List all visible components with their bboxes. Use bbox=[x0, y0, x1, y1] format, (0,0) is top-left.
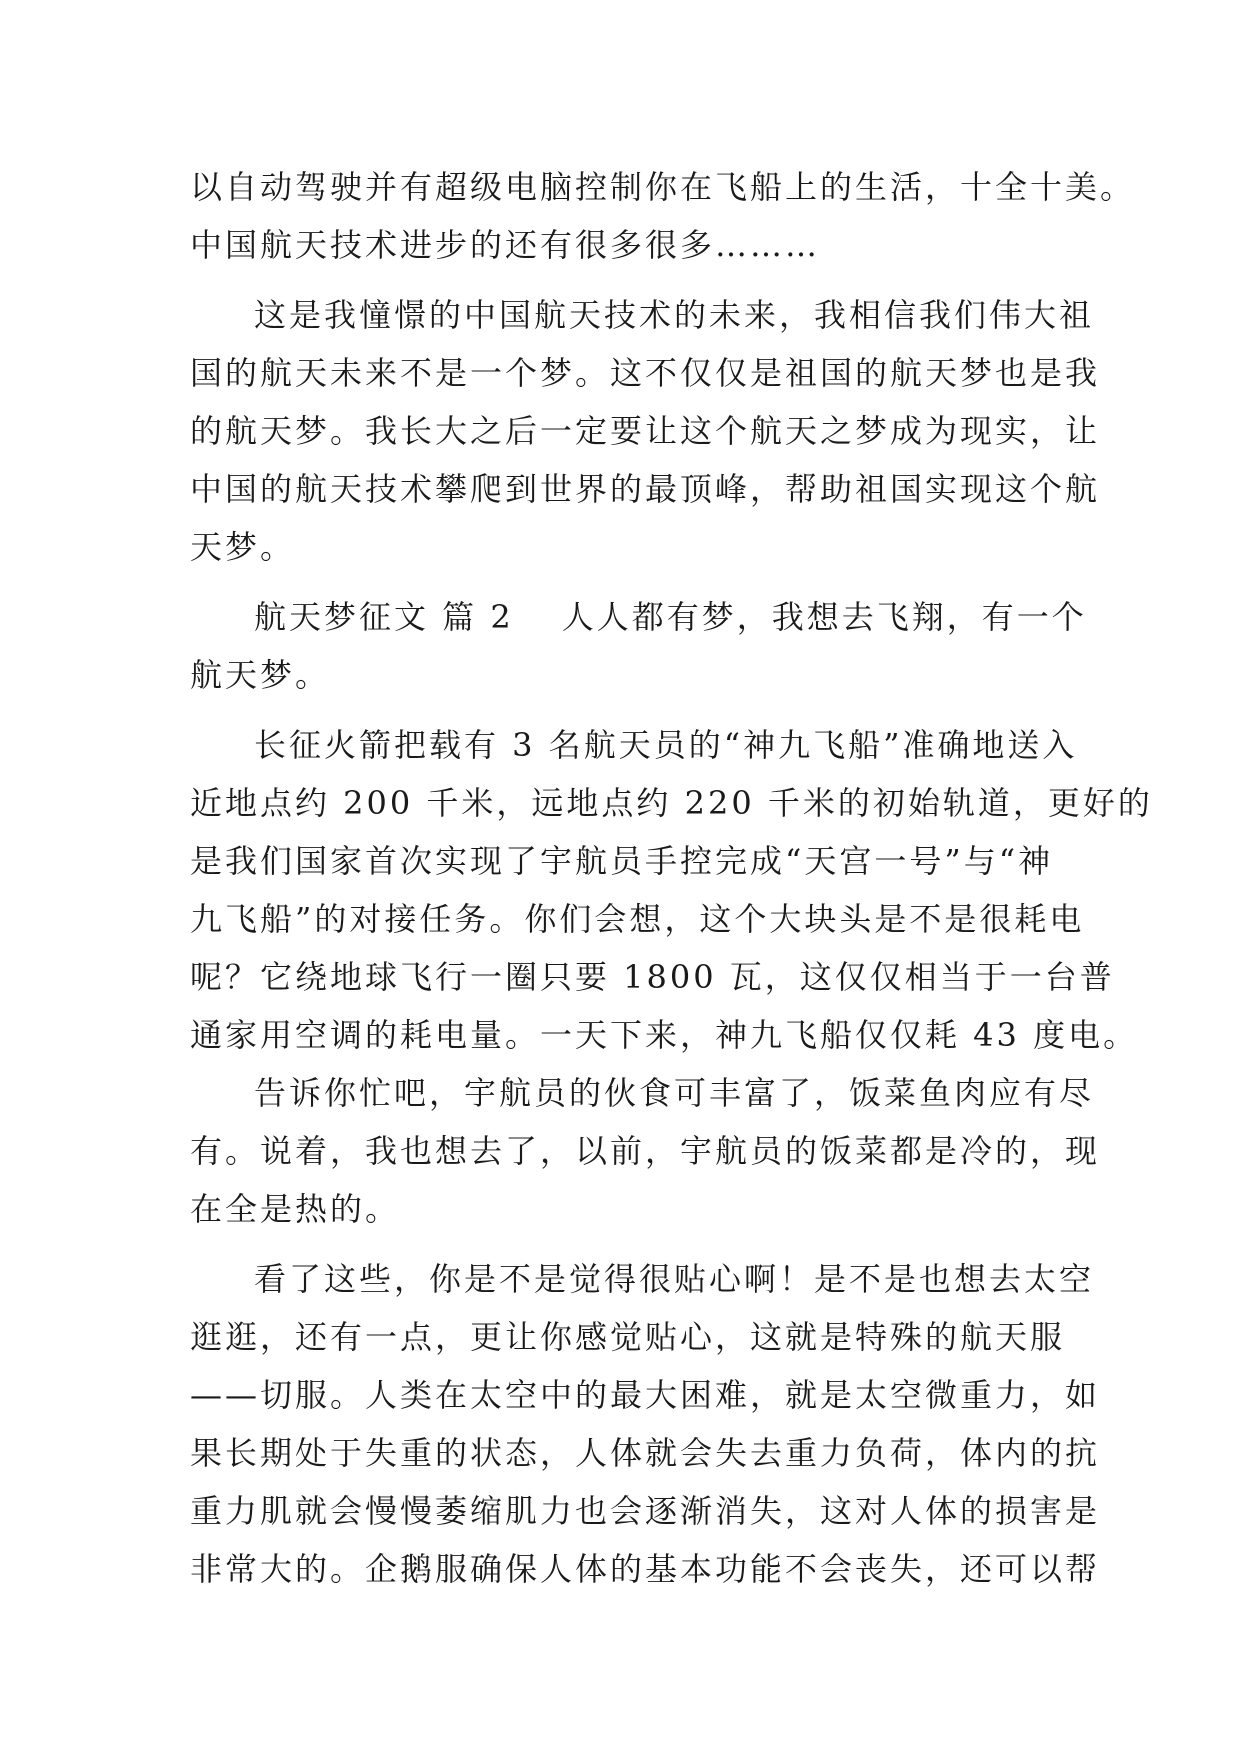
text-line: 九飞船”的对接任务。你们会想，这个大块头是不是很耗电 bbox=[190, 900, 1085, 938]
text-line: 是我们国家首次实现了宇航员手控完成“天宫一号”与“神 bbox=[190, 842, 1054, 880]
text-line: 重力肌就会慢慢萎缩肌力也会逐渐消失，这对人体的损害是 bbox=[190, 1492, 1101, 1530]
text-line: 中国的航天技术攀爬到世界的最顶峰，帮助祖国实现这个航 bbox=[190, 470, 1101, 508]
paragraph-start-line: 看了这些，你是不是觉得很贴心啊！是不是也想去太空 bbox=[254, 1260, 1095, 1298]
text-line: 非常大的。企鹅服确保人体的基本功能不会丧失，还可以帮 bbox=[190, 1550, 1101, 1588]
paragraph-start-line: 告诉你忙吧，宇航员的伙食可丰富了，饭菜鱼肉应有尽 bbox=[254, 1074, 1095, 1112]
text-line: 近地点约 200 千米，远地点约 220 千米的初始轨道，更好的 bbox=[190, 784, 1153, 822]
document-body bbox=[190, 158, 1153, 1598]
text-line: 有。说着，我也想去了，以前，宇航员的饭菜都是冷的，现 bbox=[190, 1132, 1101, 1170]
section-first-sentence: 人人都有梦，我想去飞翔，有一个 bbox=[561, 598, 1087, 636]
text-line: ——切服。人类在太空中的最大困难，就是太空微重力，如 bbox=[190, 1376, 1101, 1414]
section-heading: 航天梦征文 篇 2 bbox=[254, 598, 514, 636]
text-line: 国的航天未来不是一个梦。这不仅仅是祖国的航天梦也是我 bbox=[190, 354, 1101, 392]
text-line: 中国航天技术进步的还有很多很多……… bbox=[190, 226, 821, 264]
paragraph-start-line: 长征火箭把载有 3 名航天员的“神九飞船”准确地送入 bbox=[254, 726, 1078, 764]
text-line: 果长期处于失重的状态，人体就会失去重力负荷，体内的抗 bbox=[190, 1434, 1101, 1472]
text-line: 呢？它绕地球飞行一圈只要 1800 瓦，这仅仅相当于一台普 bbox=[190, 958, 1115, 996]
text-line: 通家用空调的耗电量。一天下来，神九飞船仅仅耗 43 度电。 bbox=[190, 1016, 1139, 1054]
text-line: 以自动驾驶并有超级电脑控制你在飞船上的生活，十全十美。 bbox=[190, 168, 1136, 206]
text-line: 在全是热的。 bbox=[190, 1190, 401, 1228]
paragraph-start-line: 这是我憧憬的中国航天技术的未来，我相信我们伟大祖 bbox=[254, 296, 1095, 334]
text-line: 逛逛，还有一点，更让你感觉贴心，这就是特殊的航天服 bbox=[190, 1318, 1066, 1356]
text-line: 航天梦。 bbox=[190, 656, 331, 694]
section-heading-line bbox=[190, 588, 1087, 646]
text-line: 天梦。 bbox=[190, 528, 296, 566]
text-line: 的航天梦。我长大之后一定要让这个航天之梦成为现实，让 bbox=[190, 412, 1101, 450]
